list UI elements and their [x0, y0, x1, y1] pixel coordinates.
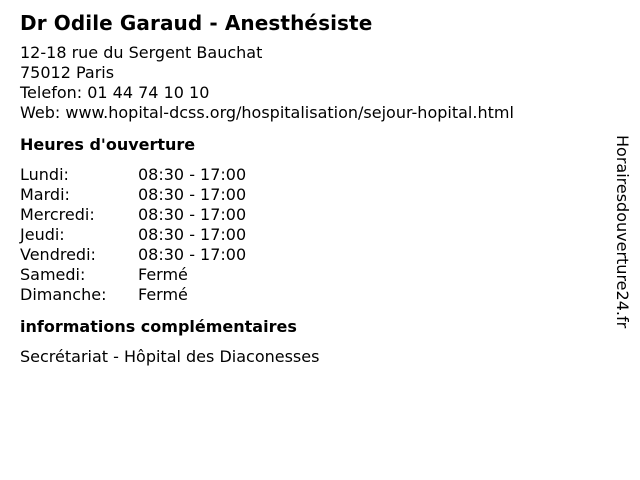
hours-value: 08:30 - 17:00: [138, 165, 247, 184]
hours-value: Fermé: [138, 285, 188, 304]
day-label: Vendredi:: [20, 245, 96, 264]
hours-row-vendredi: [20, 245, 600, 265]
page-title: Dr Odile Garaud - Anesthésiste: [20, 11, 373, 35]
address-block: [20, 43, 600, 123]
day-label: Mardi:: [20, 185, 70, 204]
day-label: Mercredi:: [20, 205, 95, 224]
additional-info-heading: informations complémentaires: [20, 317, 297, 336]
day-label: Dimanche:: [20, 285, 107, 304]
hours-value: Fermé: [138, 265, 188, 284]
hours-row-lundi: [20, 165, 600, 185]
hours-row-mercredi: [20, 205, 600, 225]
day-label: Jeudi:: [20, 225, 65, 244]
hours-row-samedi: [20, 265, 600, 285]
hours-value: 08:30 - 17:00: [138, 185, 247, 204]
site-brand-watermark: Horairesdouverture24.fr: [613, 135, 632, 329]
hours-row-dimanche: [20, 285, 600, 305]
website-link[interactable]: Web: www.hopital-dcss.org/hospitalisation/sejour-hopital.html: [20, 103, 514, 122]
hours-row-jeudi: [20, 225, 600, 245]
city-postal: 75012 Paris: [20, 63, 115, 82]
hours-value: 08:30 - 17:00: [138, 205, 247, 224]
hours-row-mardi: [20, 185, 600, 205]
phone-number: Telefon: 01 44 74 10 10: [20, 83, 210, 102]
day-label: Lundi:: [20, 165, 69, 184]
day-label: Samedi:: [20, 265, 86, 284]
opening-hours-heading: Heures d'ouverture: [20, 135, 196, 154]
opening-hours-table: [20, 165, 600, 305]
additional-info-text: Secrétariat - Hôpital des Diaconesses: [20, 347, 320, 366]
street-address: 12-18 rue du Sergent Bauchat: [20, 43, 263, 62]
listing-card: [20, 10, 600, 367]
hours-value: 08:30 - 17:00: [138, 225, 247, 244]
hours-value: 08:30 - 17:00: [138, 245, 247, 264]
